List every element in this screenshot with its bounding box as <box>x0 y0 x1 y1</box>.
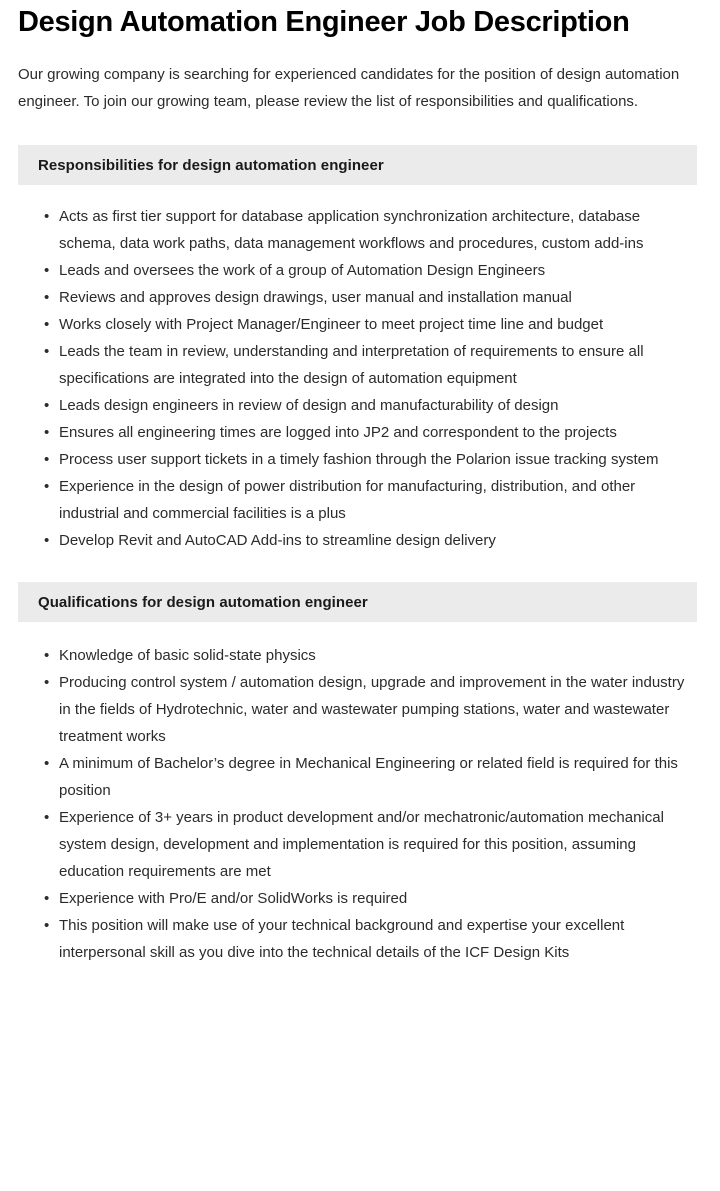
section-header-responsibilities: Responsibilities for design automation engineer <box>18 145 697 185</box>
section-responsibilities <box>0 145 720 554</box>
bullet-icon: • <box>44 478 50 495</box>
bullet-icon: • <box>44 674 50 691</box>
section-header-qualifications: Qualifications for design automation engineer <box>18 582 697 622</box>
bullet-icon: • <box>44 451 50 468</box>
qualifications-list <box>0 622 720 966</box>
bullet-icon: • <box>44 397 50 414</box>
bullet-icon: • <box>44 917 50 934</box>
list-item <box>0 804 720 885</box>
intro-paragraph: Our growing company is searching for experienced candidates for the position of design automation engineer. To join our growing team, please review the list of responsibilities and qualifications. <box>18 66 680 110</box>
page-title: Design Automation Engineer Job Description <box>18 6 630 38</box>
list-item <box>0 338 720 392</box>
list-item-text: Ensures all engineering times are logged into JP2 and correspondent to the projects <box>59 424 617 441</box>
list-item <box>0 527 720 554</box>
list-item <box>0 642 720 669</box>
responsibilities-list <box>0 185 720 554</box>
list-item-text: Leads design engineers in review of design and manufacturability of design <box>59 397 559 414</box>
list-item <box>0 669 720 750</box>
list-item-text: This position will make use of your technical background and expertise your excellent interpersonal skill as you dive into the technical details of the ICF Design Kits <box>59 917 625 961</box>
list-item-text: Develop Revit and AutoCAD Add-ins to streamline design delivery <box>59 532 496 549</box>
list-item-text: Reviews and approves design drawings, user manual and installation manual <box>59 289 572 306</box>
list-item <box>0 912 720 966</box>
list-item-text: Producing control system / automation design, upgrade and improvement in the water industry in the fields of Hydrotechnic, water and wastewater pumping stations, water and wastewater treatment works <box>59 674 685 745</box>
list-item-text: Experience with Pro/E and/or SolidWorks is required <box>59 890 408 907</box>
list-item <box>0 750 720 804</box>
list-item <box>0 419 720 446</box>
list-item-text: Knowledge of basic solid-state physics <box>59 647 316 664</box>
list-item-text: Process user support tickets in a timely fashion through the Polarion issue tracking system <box>59 451 659 468</box>
list-item-text: A minimum of Bachelor’s degree in Mechanical Engineering or related field is required for this position <box>59 755 678 799</box>
list-item-text: Experience of 3+ years in product development and/or mechatronic/automation mechanical system design, development and implementation is required for this position, assuming education requirements are met <box>59 809 664 880</box>
bullet-icon: • <box>44 890 50 907</box>
bullet-icon: • <box>44 343 50 360</box>
list-item <box>0 885 720 912</box>
bottom-spacer <box>0 966 720 1006</box>
list-item <box>0 203 720 257</box>
bullet-icon: • <box>44 316 50 333</box>
list-item <box>0 257 720 284</box>
bullet-icon: • <box>44 532 50 549</box>
bullet-icon: • <box>44 208 50 225</box>
bullet-icon: • <box>44 755 50 772</box>
list-item <box>0 311 720 338</box>
list-item <box>0 473 720 527</box>
list-item <box>0 446 720 473</box>
bullet-icon: • <box>44 262 50 279</box>
list-item <box>0 392 720 419</box>
bullet-icon: • <box>44 289 50 306</box>
section-qualifications <box>0 582 720 966</box>
list-item-text: Leads and oversees the work of a group of Automation Design Engineers <box>59 262 546 279</box>
bullet-icon: • <box>44 647 50 664</box>
list-item-text: Acts as first tier support for database application synchronization architecture, database schema, data work paths, data management workflows and procedures, custom add-ins <box>59 208 644 252</box>
list-item <box>0 284 720 311</box>
list-item-text: Experience in the design of power distribution for manufacturing, distribution, and other industrial and commercial facilities is a plus <box>59 478 636 522</box>
bullet-icon: • <box>44 424 50 441</box>
bullet-icon: • <box>44 809 50 826</box>
list-item-text: Leads the team in review, understanding and interpretation of requirements to ensure all specifications are integrated into the design of automation equipment <box>59 343 644 387</box>
list-item-text: Works closely with Project Manager/Engineer to meet project time line and budget <box>59 316 604 333</box>
